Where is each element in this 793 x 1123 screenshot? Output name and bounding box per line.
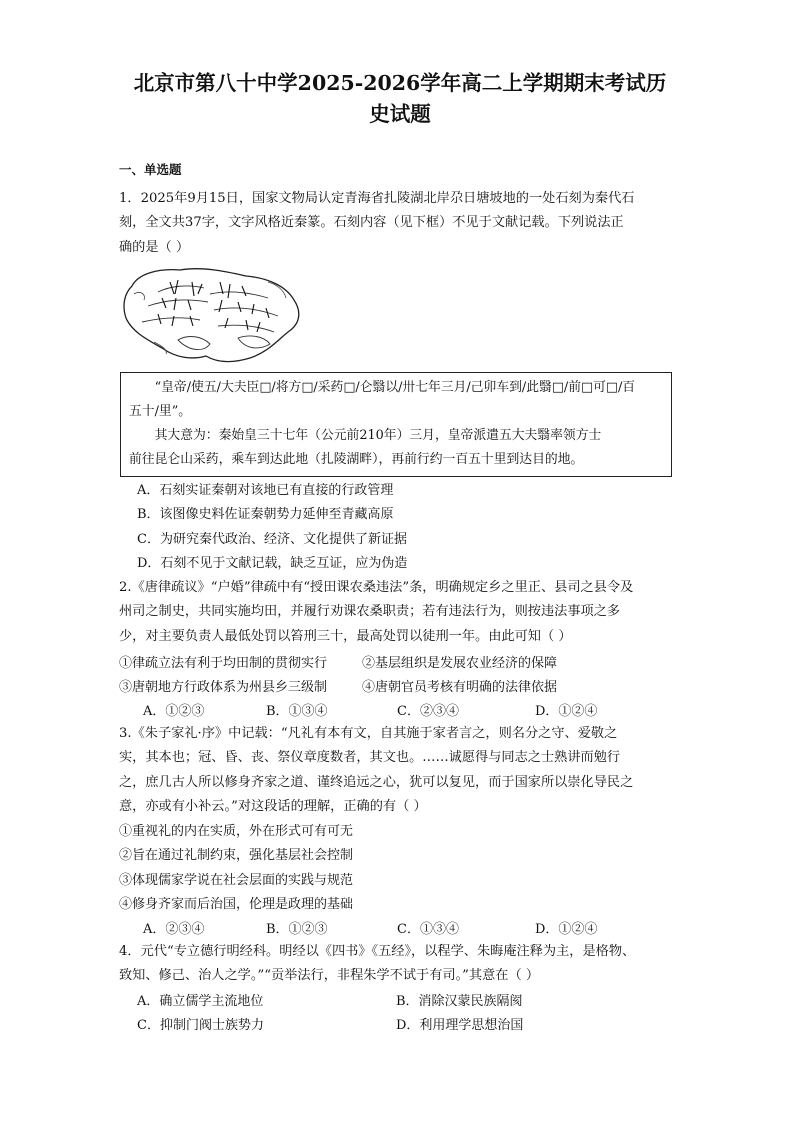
q3-statement-2: ②旨在通过礼制约束，强化基层社会控制 xyxy=(119,848,354,864)
q4-option-d[interactable]: D．利用理学思想治国 xyxy=(396,1018,524,1033)
q2-line: 少，对主要负责人最低处罚以笞刑三十，最高处罚以徒刑一年。由此可知（ ） xyxy=(119,628,572,644)
q2-line: 2.《唐律疏议》“户婚”律疏中有“授田课农桑违法”条，明确规定乡之里正、县司之县令及 xyxy=(119,580,634,595)
q4-option-b[interactable]: B．消除汉蒙民族隔阂 xyxy=(396,994,523,1009)
q4-line: 4．元代“专立德行明经科。明经以《四书》《五经》，以程学、朱晦庵注释为主，是格物、 xyxy=(119,944,636,959)
q3-statement-3: ③体现儒家学说在社会层面的实践与规范 xyxy=(119,872,354,888)
q3-option-d[interactable]: D．①②④ xyxy=(535,922,598,937)
q2-statement-1: ①律疏立法有利于均田制的贯彻实行 xyxy=(119,656,328,671)
q3-line: 之，庶几古人所以修身齐家之道、谨终追远之心，犹可以复见，而于国家所以崇化导民之 xyxy=(119,774,634,790)
question-1-stem xyxy=(119,187,677,260)
q3-option-a[interactable]: A．②③④ xyxy=(143,922,205,937)
section-heading: 一、单选题 xyxy=(119,162,182,177)
q1-options xyxy=(137,479,407,577)
q3-statements xyxy=(119,820,353,918)
box-line: 前往昆仑山采药，乘车到达此地（扎陵湖畔），再前行约一百五十里到达目的地。 xyxy=(129,452,584,467)
title-line-2: 史试题 xyxy=(369,102,431,126)
q2-statement-3: ③唐朝地方行政体系为州县乡三级制 xyxy=(119,680,328,695)
q2-option-a[interactable]: A．①②③ xyxy=(143,704,205,719)
box-line: 其大意为：秦始皇三十七年（公元前210年）三月，皇帝派遣五大夫翳率领方士 xyxy=(154,428,602,443)
q4-option-c[interactable]: C．抑制门阀士族势力 xyxy=(137,1018,264,1033)
q3-line: 意，亦或有小补云。”对这段话的理解，正确的有（ ） xyxy=(119,799,427,815)
inscription-text-box xyxy=(120,372,672,477)
q3-line: 3.《朱子家礼·序》中记载：“凡礼有本有文，自其施于家者言之，则名分之守、爱敬之 xyxy=(119,726,618,741)
q3-option-c[interactable]: C．①③④ xyxy=(397,922,459,937)
q1-line: 刻，全文共37字，文字风格近秦篆。石刻内容（见下框）不见于文献记载。下列说法正 xyxy=(119,215,624,231)
exam-title xyxy=(100,68,700,130)
q1-option-a[interactable]: A．石刻实证秦朝对该地已有直接的行政管理 xyxy=(137,483,394,498)
q3-statement-4: ④修身齐家而后治国，伦理是政理的基础 xyxy=(119,897,354,913)
q1-line: 确的是（ ） xyxy=(119,239,190,255)
box-line: 五十/里”。 xyxy=(129,404,192,419)
box-line: “皇帝/使五/大夫臣□/将方□/采药□/仑翳以/卅七年三月/己卯车到/此翳□/前□可□/百 xyxy=(154,380,636,395)
q2-option-c[interactable]: C．②③④ xyxy=(397,704,459,719)
q1-option-c[interactable]: C．为研究秦代政治、经济、文化提供了新证据 xyxy=(137,531,407,547)
q3-option-b[interactable]: B．①②③ xyxy=(266,922,328,937)
title-line-1: 北京市第八十中学2025-2026学年高二上学期期末考试历 xyxy=(133,71,667,95)
q3-statement-1: ①重视礼的内在实质，外在形式可有可无 xyxy=(119,824,354,839)
q2-line: 州司之制史，共同实施均田，并履行劝课农桑职责；若有违法行为，则按违法事项之多 xyxy=(119,604,621,620)
q4-option-a[interactable]: A．确立儒学主流地位 xyxy=(137,994,264,1009)
q2-statement-2: ②基层组织是发展农业经济的保障 xyxy=(362,656,558,671)
q3-line: 实，其本也；冠、昏、丧、祭仪章度数者，其文也。……诚愿得与同志之士熟讲而勉行 xyxy=(119,750,621,766)
question-4-stem xyxy=(119,940,677,989)
q2-option-b[interactable]: B．①③④ xyxy=(266,704,328,719)
q2-option-d[interactable]: D．①②④ xyxy=(535,704,598,719)
question-2-stem xyxy=(119,576,677,649)
q1-option-b[interactable]: B．该图像史料佐证秦朝势力延伸至青藏高原 xyxy=(137,507,394,523)
stone-inscription-figure xyxy=(118,264,306,368)
q4-line: 致知、修己、治人之学。”“贡举法行，非程朱学不试于有司。”其意在（ ） xyxy=(119,968,540,984)
q1-option-d[interactable]: D．石刻不见于文献记载，缺乏互证，应为伪造 xyxy=(137,556,408,572)
question-3-stem xyxy=(119,722,677,820)
q2-statement-4: ④唐朝官员考核有明确的法律依据 xyxy=(362,680,558,695)
q1-line: 1．2025年9月15日，国家文物局认定青海省扎陵湖北岸尕日塘坡地的一处石刻为秦代石 xyxy=(119,191,635,206)
